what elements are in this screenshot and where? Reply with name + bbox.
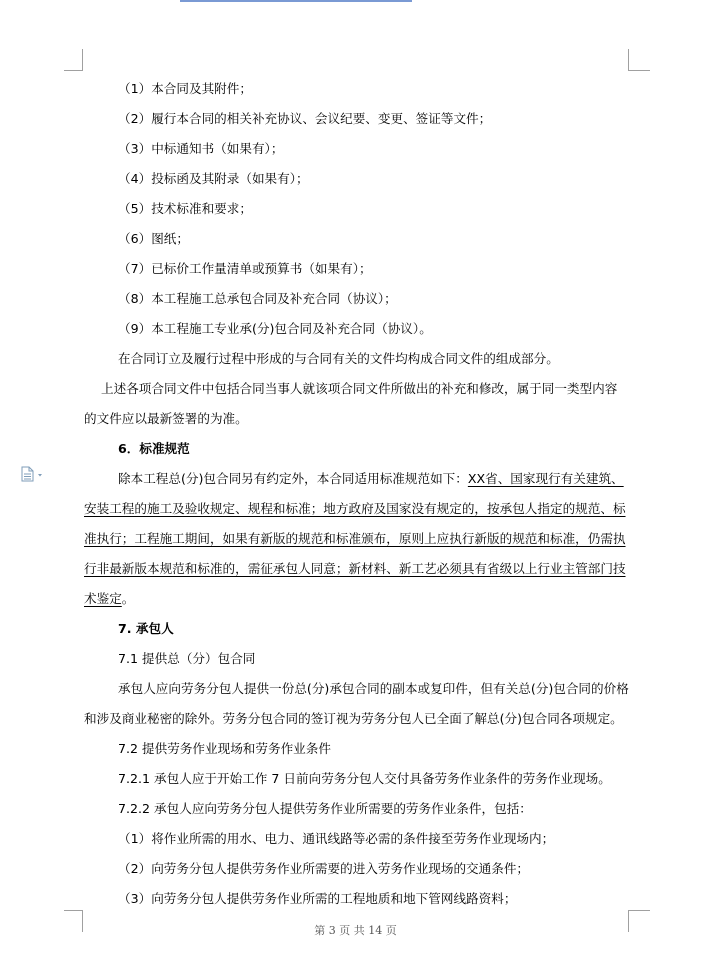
underlined-text: 术鉴定 <box>84 591 122 606</box>
paragraph-line: 的文件应以最新签署的为准。 <box>84 411 248 426</box>
document-body <box>84 78 630 918</box>
plain-text: 。 <box>121 591 135 606</box>
paragraph-line: 在合同订立及履行过程中形成的与合同有关的文件均构成合同文件的组成部分。 <box>118 351 559 366</box>
plain-text: 除本工程总(分)包合同另有约定外，本合同适用标准规范如下： <box>118 471 468 486</box>
paragraph-line: 上述各项合同文件中包括合同当事人就该项合同文件所做出的补充和修改，属于同一类型内容 <box>101 381 618 396</box>
list-item: （7）已标价工作量清单或预算书（如果有）； <box>118 261 372 276</box>
list-item: （6）图纸； <box>118 231 189 246</box>
subsection-heading: 7.1 提供总（分）包合同 <box>118 651 256 666</box>
underlined-text: 准执行；工程施工期间，如果有新版的规范和标准颁布，原则上应执行新版的规范和标准，仍需执 <box>84 531 626 546</box>
paragraph-line <box>84 498 630 528</box>
list-item: （8）本工程施工总承包合同及补充合同（协议）； <box>118 291 397 306</box>
list-item: （3）中标通知书（如果有）； <box>118 141 284 156</box>
paragraph-line <box>84 588 630 618</box>
paragraph-line: 7.2.2 承包人应向劳务分包人提供劳务作业所需要的劳务作业条件，包括： <box>118 801 532 816</box>
crop-mark-top-left <box>64 49 83 71</box>
crop-mark-top-right <box>628 49 650 71</box>
list-item: （1）将作业所需的用水、电力、通讯线路等必需的条件接至劳务作业现场内； <box>118 831 555 846</box>
paragraph-line: 和涉及商业秘密的除外。劳务分包合同的签订视为劳务分包人已全面了解总(分)包合同各项规定。 <box>84 711 623 726</box>
paragraph-line: 7.2.1 承包人应于开始工作 7 日前向劳务分包人交付具备劳务作业条件的劳务作业现场。 <box>118 771 611 786</box>
paragraph-line: 承包人应向劳务分包人提供一份总(分)承包合同的副本或复印件，但有关总(分)包合同的价格 <box>118 681 629 696</box>
list-item: （9）本工程施工专业承(分)包合同及补充合同（协议）。 <box>118 321 432 336</box>
list-item: （4）投标函及其附录（如果有）； <box>118 171 309 186</box>
list-item: （5）技术标准和要求； <box>118 201 252 216</box>
paragraph-line <box>84 468 630 498</box>
document-options-icon[interactable] <box>20 466 48 482</box>
page-number-footer: 第 3 页 共 14 页 <box>314 924 397 937</box>
list-item: （2）向劳务分包人提供劳务作业所需要的进入劳务作业现场的交通条件； <box>118 861 530 876</box>
underlined-text: 行非最新版本规范和标准的，需征承包人同意；新材料、新工艺必须具有省级以上行业主管部门技 <box>84 561 626 576</box>
list-item: （1）本合同及其附件； <box>118 81 252 96</box>
list-item: （3）向劳务分包人提供劳务作业所需的工程地质和地下管网线路资料； <box>118 891 517 906</box>
underlined-text: 安装工程的施工及验收规定、规程和标准；地方政府及国家没有规定的，按承包人指定的规范、标 <box>84 501 626 516</box>
section-heading: 7. 承包人 <box>118 621 174 636</box>
top-accent-bar <box>180 0 412 2</box>
underlined-text: XX省、国家现行有关建筑、 <box>467 471 624 486</box>
paragraph-line <box>84 558 630 588</box>
list-item: （2）履行本合同的相关补充协议、会议纪要、变更、签证等文件； <box>118 111 492 126</box>
subsection-heading: 7.2 提供劳务作业现场和劳务作业条件 <box>118 741 331 756</box>
section-heading: 6．标准规范 <box>118 441 190 456</box>
paragraph-line <box>84 528 630 558</box>
